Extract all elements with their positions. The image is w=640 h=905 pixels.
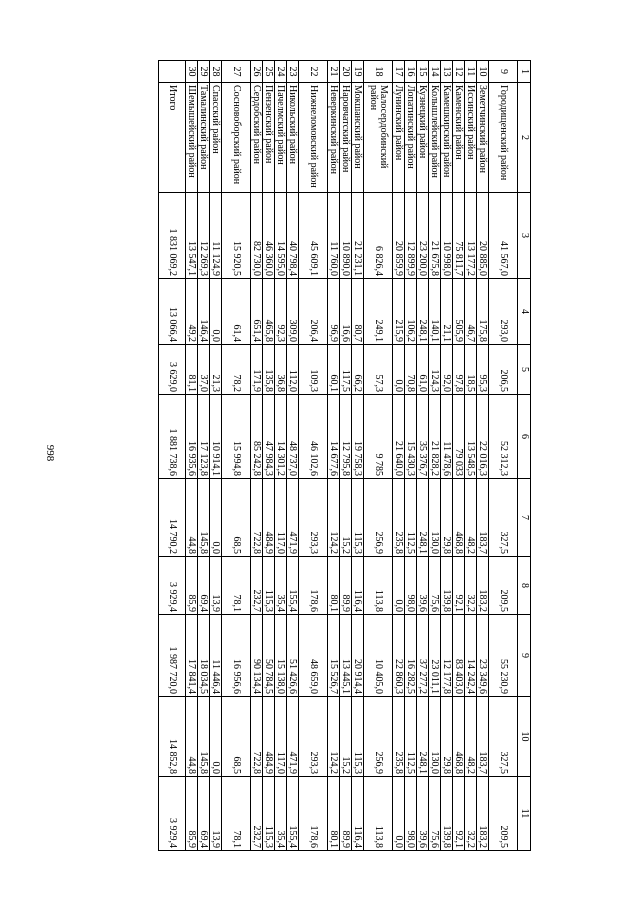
district-name-cell: Нижнеломовский район: [299, 83, 328, 193]
district-name-cell: Кузнецкий район: [417, 83, 429, 193]
value-cell: 20 885,0: [477, 193, 489, 279]
value-cell: 115,3: [263, 557, 275, 615]
district-name-cell: Неверкинский район: [328, 83, 340, 193]
value-cell: 92,1: [453, 557, 465, 615]
value-cell: 79 033: [453, 395, 465, 479]
value-cell: 6 826,4: [364, 193, 393, 279]
value-cell: 13 066,4: [159, 279, 186, 345]
value-cell: 484,9: [263, 697, 275, 777]
value-cell: 16 956,6: [222, 615, 251, 697]
value-cell: 82 730,0: [251, 193, 263, 279]
value-cell: 68,5: [222, 697, 251, 777]
table-row: [352, 61, 364, 851]
value-cell: 46 102,6: [299, 395, 328, 479]
row-number-cell: 9: [489, 61, 518, 83]
district-name-cell: Малосердобинский район: [364, 83, 393, 193]
value-cell: 78,1: [222, 557, 251, 615]
district-name-cell: Шемышейский район: [186, 83, 198, 193]
value-cell: 471,9: [287, 479, 299, 557]
value-cell: 97,8: [453, 345, 465, 395]
table-row: [186, 61, 198, 851]
value-cell: 116,4: [352, 557, 364, 615]
row-number-cell: 22: [299, 61, 328, 83]
value-cell: 46,7: [465, 279, 477, 345]
value-cell: 171,9: [251, 345, 263, 395]
value-cell: 98,0: [405, 557, 417, 615]
district-name-cell: Мокшанский район: [352, 83, 364, 193]
value-cell: 95,3: [477, 345, 489, 395]
value-cell: 12 899,9: [405, 193, 417, 279]
value-cell: 37,0: [198, 345, 210, 395]
value-cell: 20 859,9: [393, 193, 405, 279]
value-cell: 14 301,2: [275, 395, 287, 479]
value-cell: 35,4: [275, 777, 287, 851]
value-cell: 145,8: [198, 697, 210, 777]
value-cell: 80,1: [328, 557, 340, 615]
value-cell: 327,5: [489, 479, 518, 557]
value-cell: 98,0: [405, 777, 417, 851]
value-cell: 468,8: [453, 479, 465, 557]
value-cell: 11 446,4: [210, 615, 222, 697]
value-cell: 139,8: [441, 557, 453, 615]
district-name-cell: Тамалинский район: [198, 83, 210, 193]
value-cell: 66,2: [352, 345, 364, 395]
value-cell: 12 177,8: [441, 615, 453, 697]
district-name-cell: Пачелмский район: [275, 83, 287, 193]
row-number-cell: 24: [275, 61, 287, 83]
value-cell: 52 312,3: [489, 395, 518, 479]
table-row: [328, 61, 340, 851]
table-row: [287, 61, 299, 851]
value-cell: 21,1: [441, 279, 453, 345]
value-cell: 11 760,0: [328, 193, 340, 279]
table-row: [198, 61, 210, 851]
value-cell: 46 360,0: [263, 193, 275, 279]
value-cell: 49,2: [186, 279, 198, 345]
value-cell: 465,8: [263, 279, 275, 345]
row-number-cell: 29: [198, 61, 210, 83]
value-cell: 309,0: [287, 279, 299, 345]
value-cell: 722,8: [251, 479, 263, 557]
table-row: [299, 61, 328, 851]
row-number-cell: 30: [186, 61, 198, 83]
value-cell: 32,2: [465, 557, 477, 615]
value-cell: 39,6: [417, 557, 429, 615]
value-cell: 206,4: [299, 279, 328, 345]
value-cell: 48,2: [465, 697, 477, 777]
district-name-cell: Земетчинский район: [477, 83, 489, 193]
column-header: 5: [518, 345, 531, 395]
value-cell: 115,3: [263, 777, 275, 851]
column-header: 4: [518, 279, 531, 345]
value-cell: 15 526,7: [328, 615, 340, 697]
value-cell: 48 737,0: [287, 395, 299, 479]
value-cell: 10 890,0: [340, 193, 352, 279]
value-cell: 15 920,5: [222, 193, 251, 279]
value-cell: 47 984,3: [263, 395, 275, 479]
value-cell: 14 852,8: [159, 697, 186, 777]
value-cell: 50 784,5: [263, 615, 275, 697]
district-name-cell: Каменский район: [453, 83, 465, 193]
value-cell: 248,1: [417, 279, 429, 345]
table-row: [210, 61, 222, 851]
value-cell: 248,1: [417, 697, 429, 777]
value-cell: 14 790,2: [159, 479, 186, 557]
row-number-cell: 12: [453, 61, 465, 83]
value-cell: 22 016,3: [477, 395, 489, 479]
value-cell: 51 426,6: [287, 615, 299, 697]
value-cell: 32,2: [465, 777, 477, 851]
value-cell: 209,5: [489, 557, 518, 615]
value-cell: 29,8: [441, 479, 453, 557]
value-cell: 18,5: [465, 345, 477, 395]
value-cell: 13 548,5: [465, 395, 477, 479]
value-cell: 55 230,9: [489, 615, 518, 697]
value-cell: 145,8: [198, 479, 210, 557]
value-cell: 61,0: [417, 345, 429, 395]
table-container: [81, 60, 531, 850]
row-number-cell: 19: [352, 61, 364, 83]
value-cell: 0,0: [210, 697, 222, 777]
row-number-cell: 11: [465, 61, 477, 83]
value-cell: 85,9: [186, 557, 198, 615]
row-number-cell: 17: [393, 61, 405, 83]
rotated-page-area: [81, 60, 531, 850]
value-cell: 124,3: [429, 345, 441, 395]
value-cell: 21,3: [210, 345, 222, 395]
value-cell: 75 811,7: [453, 193, 465, 279]
value-cell: 235,8: [393, 479, 405, 557]
value-cell: 106,2: [405, 279, 417, 345]
row-number-cell: 25: [263, 61, 275, 83]
value-cell: 39,6: [417, 777, 429, 851]
value-cell: 16 282,5: [405, 615, 417, 697]
value-cell: 0,0: [393, 345, 405, 395]
table-row: [364, 61, 393, 851]
column-header: 7: [518, 479, 531, 557]
value-cell: 10 914,1: [210, 395, 222, 479]
value-cell: 0,0: [393, 777, 405, 851]
value-cell: 12 795,8: [340, 395, 352, 479]
value-cell: 112,5: [405, 479, 417, 557]
value-cell: 1 881 738,6: [159, 395, 186, 479]
value-cell: 0,0: [393, 557, 405, 615]
value-cell: 293,0: [489, 279, 518, 345]
table-row: [222, 61, 251, 851]
table-row: [465, 61, 477, 851]
value-cell: 9 785: [364, 395, 393, 479]
column-header: 3: [518, 193, 531, 279]
value-cell: 484,9: [263, 479, 275, 557]
district-name-cell: Спасский район: [210, 83, 222, 193]
table-row: [489, 61, 518, 851]
value-cell: 21 675,8: [429, 193, 441, 279]
value-cell: 13 445,1: [340, 615, 352, 697]
value-cell: 115,3: [352, 697, 364, 777]
value-cell: 85 242,8: [251, 395, 263, 479]
value-cell: 116,4: [352, 777, 364, 851]
district-name-cell: Лунинский район: [393, 83, 405, 193]
value-cell: 206,5: [489, 345, 518, 395]
value-cell: 92,0: [441, 345, 453, 395]
value-cell: 130,0: [429, 479, 441, 557]
value-cell: 23 200,0: [417, 193, 429, 279]
value-cell: 12 269,3: [198, 193, 210, 279]
value-cell: 139,8: [441, 777, 453, 851]
value-cell: 183,7: [477, 479, 489, 557]
district-name-cell: Камешкирский район: [441, 83, 453, 193]
value-cell: 20 914,4: [352, 615, 364, 697]
table-row: [429, 61, 441, 851]
value-cell: 113,8: [364, 777, 393, 851]
value-cell: 112,0: [287, 345, 299, 395]
value-cell: 60,1: [328, 345, 340, 395]
value-cell: 155,4: [287, 777, 299, 851]
value-cell: 10 405,0: [364, 615, 393, 697]
table-row: [393, 61, 405, 851]
value-cell: 23 011,1: [429, 615, 441, 697]
value-cell: 146,4: [198, 279, 210, 345]
value-cell: 3 929,4: [159, 557, 186, 615]
table-row: [263, 61, 275, 851]
page-number: 998: [44, 444, 56, 462]
value-cell: 256,9: [364, 697, 393, 777]
data-table: [158, 60, 531, 851]
value-cell: 89,9: [340, 777, 352, 851]
value-cell: 45 609,1: [299, 193, 328, 279]
value-cell: 3 629,0: [159, 345, 186, 395]
district-name-cell: Сосновоборский район: [222, 83, 251, 193]
value-cell: 21 640,0: [393, 395, 405, 479]
value-cell: 235,8: [393, 697, 405, 777]
table-row: [477, 61, 489, 851]
value-cell: 69,4: [198, 557, 210, 615]
value-cell: 81,1: [186, 345, 198, 395]
value-cell: 209,5: [489, 777, 518, 851]
value-cell: 17 123,8: [198, 395, 210, 479]
value-cell: 0,0: [210, 279, 222, 345]
column-header: 10: [518, 697, 531, 777]
value-cell: 13 547,1: [186, 193, 198, 279]
district-name-cell: Иссинский район: [465, 83, 477, 193]
value-cell: 0,0: [210, 479, 222, 557]
value-cell: 115,3: [352, 479, 364, 557]
value-cell: 57,3: [364, 345, 393, 395]
value-cell: 293,3: [299, 697, 328, 777]
value-cell: 13,9: [210, 557, 222, 615]
value-cell: 35,4: [275, 557, 287, 615]
value-cell: 89,9: [340, 557, 352, 615]
value-cell: 80,7: [352, 279, 364, 345]
value-cell: 117,0: [275, 479, 287, 557]
value-cell: 468,8: [453, 697, 465, 777]
value-cell: 293,3: [299, 479, 328, 557]
value-cell: 15 430,3: [405, 395, 417, 479]
value-cell: 44,8: [186, 479, 198, 557]
value-cell: 10 998,0: [441, 193, 453, 279]
value-cell: 14 595,0: [275, 193, 287, 279]
row-number-cell: [159, 61, 186, 83]
value-cell: 15,2: [340, 697, 352, 777]
value-cell: 40 798,4: [287, 193, 299, 279]
value-cell: 109,3: [299, 345, 328, 395]
value-cell: 232,7: [251, 777, 263, 851]
row-number-cell: 18: [364, 61, 393, 83]
value-cell: 70,8: [405, 345, 417, 395]
value-cell: 651,4: [251, 279, 263, 345]
value-cell: 1 831 069,2: [159, 193, 186, 279]
row-number-cell: 10: [477, 61, 489, 83]
column-header: 9: [518, 615, 531, 697]
value-cell: 13,9: [210, 777, 222, 851]
value-cell: 78,2: [222, 345, 251, 395]
row-number-cell: 26: [251, 61, 263, 83]
row-number-cell: 21: [328, 61, 340, 83]
value-cell: 17 841,4: [186, 615, 198, 697]
value-cell: 112,5: [405, 697, 417, 777]
value-cell: 215,9: [393, 279, 405, 345]
column-header: 6: [518, 395, 531, 479]
district-name-cell: Колышлейский район: [429, 83, 441, 193]
table-row: [275, 61, 287, 851]
value-cell: 92,3: [275, 279, 287, 345]
value-cell: 14 242,4: [465, 615, 477, 697]
value-cell: 19 758,3: [352, 395, 364, 479]
value-cell: 83 403,0: [453, 615, 465, 697]
value-cell: 36,8: [275, 345, 287, 395]
value-cell: 135,8: [263, 345, 275, 395]
value-cell: 75,6: [429, 557, 441, 615]
table-total-row: [159, 61, 186, 851]
value-cell: 18 034,5: [198, 615, 210, 697]
district-name-cell: Итого: [159, 83, 186, 193]
value-cell: 175,8: [477, 279, 489, 345]
value-cell: 11 124,9: [210, 193, 222, 279]
value-cell: 23 349,6: [477, 615, 489, 697]
value-cell: 113,8: [364, 557, 393, 615]
district-name-cell: Городищенский район: [489, 83, 518, 193]
value-cell: 90 134,4: [251, 615, 263, 697]
value-cell: 35 376,7: [417, 395, 429, 479]
value-cell: 183,2: [477, 777, 489, 851]
value-cell: 16 935,6: [186, 395, 198, 479]
column-header: 11: [518, 777, 531, 851]
value-cell: 14 677,6: [328, 395, 340, 479]
value-cell: 92,1: [453, 777, 465, 851]
district-name-cell: Пензенский район: [263, 83, 275, 193]
value-cell: 22 860,3: [393, 615, 405, 697]
value-cell: 68,5: [222, 479, 251, 557]
value-cell: 248,1: [417, 479, 429, 557]
row-number-cell: 13: [441, 61, 453, 83]
value-cell: 16,6: [340, 279, 352, 345]
district-name-cell: Наровчатский район: [340, 83, 352, 193]
value-cell: 327,5: [489, 697, 518, 777]
district-name-cell: Лопатинский район: [405, 83, 417, 193]
value-cell: 37 277,2: [417, 615, 429, 697]
value-cell: 41 567,0: [489, 193, 518, 279]
value-cell: 13 177,2: [465, 193, 477, 279]
value-cell: 256,9: [364, 479, 393, 557]
column-header: 2: [518, 83, 531, 193]
value-cell: 183,2: [477, 557, 489, 615]
row-number-cell: 16: [405, 61, 417, 83]
value-cell: 3 929,4: [159, 777, 186, 851]
row-number-cell: 23: [287, 61, 299, 83]
value-cell: 183,7: [477, 697, 489, 777]
value-cell: 85,9: [186, 777, 198, 851]
value-cell: 178,6: [299, 557, 328, 615]
value-cell: 96,9: [328, 279, 340, 345]
row-number-cell: 15: [417, 61, 429, 83]
value-cell: 44,8: [186, 697, 198, 777]
value-cell: 29,8: [441, 697, 453, 777]
value-cell: 48,2: [465, 479, 477, 557]
value-cell: 249,1: [364, 279, 393, 345]
value-cell: 75,6: [429, 777, 441, 851]
row-number-cell: 20: [340, 61, 352, 83]
district-name-cell: Никольский район: [287, 83, 299, 193]
district-name-cell: Сердобский район: [251, 83, 263, 193]
table-row: [453, 61, 465, 851]
value-cell: 722,8: [251, 697, 263, 777]
value-cell: 471,9: [287, 697, 299, 777]
value-cell: 11 478,6: [441, 395, 453, 479]
value-cell: 80,1: [328, 777, 340, 851]
table-row: [417, 61, 429, 851]
value-cell: 117,0: [275, 697, 287, 777]
value-cell: 1 987 720,0: [159, 615, 186, 697]
value-cell: 48 659,0: [299, 615, 328, 697]
value-cell: 140,1: [429, 279, 441, 345]
table-header-row: [518, 61, 531, 851]
table-row: [251, 61, 263, 851]
value-cell: 130,0: [429, 697, 441, 777]
row-number-cell: 27: [222, 61, 251, 83]
value-cell: 15 994,8: [222, 395, 251, 479]
table-row: [405, 61, 417, 851]
value-cell: 178,6: [299, 777, 328, 851]
value-cell: 155,4: [287, 557, 299, 615]
row-number-cell: 14: [429, 61, 441, 83]
value-cell: 117,5: [340, 345, 352, 395]
value-cell: 21 231,1: [352, 193, 364, 279]
value-cell: 78,1: [222, 777, 251, 851]
value-cell: 69,4: [198, 777, 210, 851]
value-cell: 21 828,2: [429, 395, 441, 479]
table-row: [441, 61, 453, 851]
value-cell: 124,2: [328, 697, 340, 777]
value-cell: 124,2: [328, 479, 340, 557]
row-number-cell: 28: [210, 61, 222, 83]
value-cell: 15 138,0: [275, 615, 287, 697]
value-cell: 15,2: [340, 479, 352, 557]
column-header: 8: [518, 557, 531, 615]
value-cell: 505,9: [453, 279, 465, 345]
table-row: [340, 61, 352, 851]
column-header: 1: [518, 61, 531, 83]
value-cell: 232,7: [251, 557, 263, 615]
value-cell: 61,4: [222, 279, 251, 345]
table-body: [159, 61, 518, 851]
